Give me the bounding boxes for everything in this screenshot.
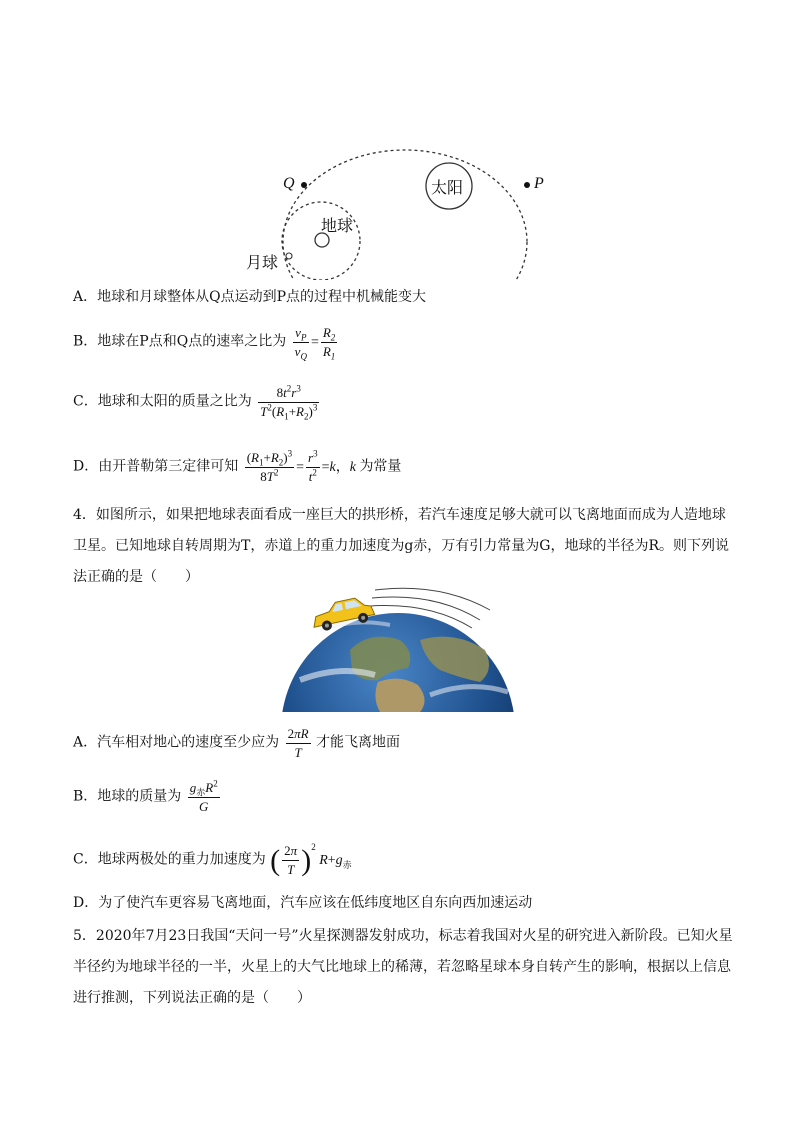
- option-label: B．: [73, 788, 98, 805]
- q5-stem: 5．2020年7月23日我国“天问一号”火星探测器发射成功，标志着我国对火星的研究进入新阶段。已知火星半径约为地球半径的一半，火星上的大气比地球上的稀薄，若忽略星球本身自转产生的影响，根据以上信息进行推测，下列说法正确的是（ ）: [73, 928, 733, 1006]
- q3-option-a: [73, 287, 426, 307]
- q4-option-d: [73, 893, 532, 913]
- point-q-label: Q: [283, 175, 295, 192]
- q4-option-a: [73, 726, 400, 761]
- option-text: 地球在P点和Q点的速率之比为: [97, 333, 287, 350]
- point-p-dot: [524, 182, 530, 188]
- moon: [286, 253, 292, 259]
- option-label: C．: [73, 393, 98, 410]
- q3-option-b: [73, 325, 339, 360]
- point-p-label: P: [534, 175, 544, 192]
- option-label: B．: [73, 333, 98, 350]
- formula-polar-gravity: ( $\frac{2\pi}{T}$ )$^2$ $R+g_赤$: [270, 841, 352, 877]
- motion-line-1: [375, 588, 490, 610]
- option-label: A．: [73, 289, 98, 305]
- orbit-diagram: [240, 145, 560, 280]
- option-label: A．: [73, 734, 98, 751]
- option-text-post: 为常量: [359, 458, 402, 475]
- option-label: D．: [73, 458, 99, 475]
- formula-mass-ratio: $\frac{8t^2r^3}{T^2(R_1+R_2)^3}$: [260, 383, 318, 422]
- car-earth-figure: [280, 570, 520, 713]
- q4-option-c: [73, 843, 352, 878]
- option-text-post: 才能飞离地面: [316, 734, 401, 751]
- q3-option-d: [73, 450, 401, 485]
- moon-label: 月球: [246, 253, 279, 272]
- q4-stem: 4．如图所示，如果把地球表面看成一座巨大的拱形桥，若汽车速度足够大就可以飞离地面而成为人造地球卫星。已知地球自转周期为T，赤道上的重力加速度为g赤，万有引力常量为G，地球的半径为R。则下列说法正确的是（ ）: [73, 507, 730, 585]
- option-text: 地球和月球整体从Q点运动到P点的过程中机械能变大: [97, 289, 427, 305]
- earth-orbit: [283, 150, 527, 280]
- q4-option-b: [73, 780, 222, 815]
- option-text: 为了使汽车更容易飞离地面，汽车应该在低纬度地区自东向西加速运动: [98, 895, 533, 911]
- option-label: C．: [73, 851, 98, 868]
- option-label: D．: [73, 895, 99, 911]
- option-text: 由开普勒第三定律可知: [98, 458, 239, 475]
- formula-kepler: $\frac{(R_1+R_2)^3}{8T^2}$ = $\frac{r^3}{t^2}$ =k，k: [246, 448, 356, 484]
- option-text: 地球两极处的重力加速度为: [97, 851, 266, 868]
- option-text: 地球的质量为: [97, 788, 182, 805]
- formula-earth-mass: $\frac{g_赤R^2}{G}$: [189, 778, 218, 814]
- point-q-dot: [301, 182, 307, 188]
- option-text: 地球和太阳的质量之比为: [97, 393, 252, 410]
- formula-speed-ratio: $\frac{v_P}{v_Q}$ = $\frac{R_2}{R_1}$: [294, 325, 336, 362]
- option-text: 汽车相对地心的速度至少应为: [97, 734, 280, 751]
- q3-option-c: [73, 385, 321, 420]
- formula-velocity: $\frac{2\pi R}{T}$: [287, 726, 309, 760]
- sun-label: 太阳: [431, 178, 464, 197]
- earth-label: 地球: [321, 216, 354, 235]
